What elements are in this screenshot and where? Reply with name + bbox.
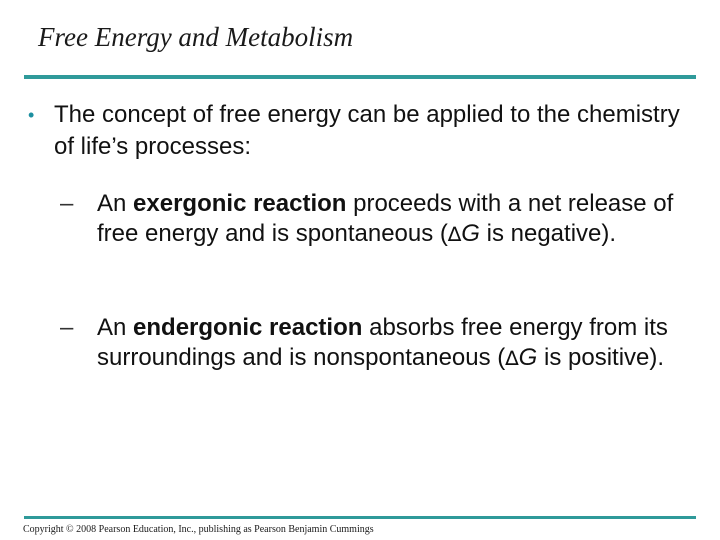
dash-bullet-icon: – (60, 190, 74, 217)
sub-bullet-prefix: An (97, 314, 134, 341)
sub-bullet-middle: absorbs free energy from its surroundings and is nonspontaneous ( (97, 314, 668, 371)
sub-bullet-prefix: An (97, 190, 134, 217)
main-bullet-text: The concept of free energy can be applied to the chemistry of life’s processes: (54, 101, 680, 160)
copyright-footer: Copyright © 2008 Pearson Education, Inc., publishing as Pearson Benjamin Cummings (23, 524, 374, 535)
sub-bullet-text (97, 313, 680, 373)
sub-bullet-suffix: is positive). (537, 344, 665, 371)
term-exergonic-reaction: exergonic reaction (133, 190, 347, 217)
title-divider (24, 75, 696, 79)
sub-bullet-text (97, 189, 680, 249)
variable-g: G (518, 344, 538, 371)
sub-bullet-suffix: is negative). (479, 220, 617, 247)
dash-bullet-icon: – (60, 314, 74, 341)
sub-bullet-middle: proceeds with a net release of free energy and is spontaneous ( (97, 190, 674, 247)
variable-g: G (461, 220, 480, 247)
footer-divider (24, 516, 696, 519)
sub-bullet-endergonic (60, 313, 680, 373)
bullet-dot-icon: • (28, 105, 35, 125)
slide-title: Free Energy and Metabolism (38, 22, 354, 52)
sub-bullet-exergonic (60, 189, 680, 249)
delta-symbol: ∆ (447, 222, 462, 246)
term-endergonic-reaction: endergonic reaction (133, 314, 363, 341)
delta-symbol: ∆ (505, 346, 519, 370)
main-bullet (28, 99, 688, 163)
